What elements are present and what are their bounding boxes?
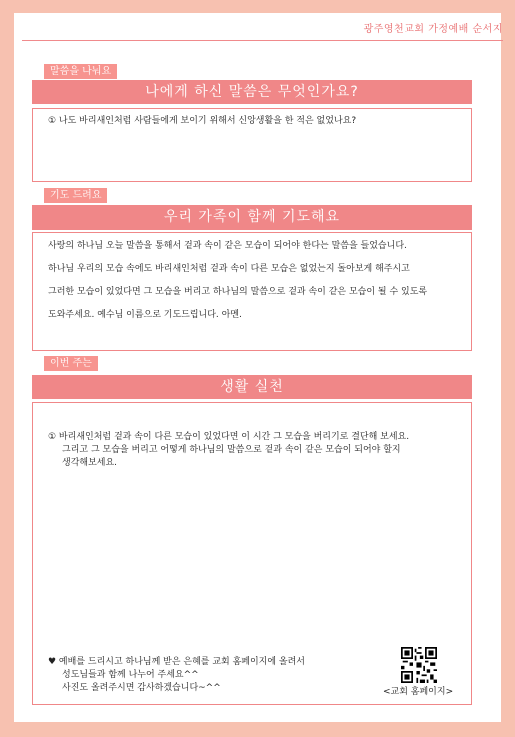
section1-question: ① 나도 바리새인처럼 사람들에게 보이기 위해서 신앙생활을 한 적은 없었나요?	[48, 116, 357, 126]
footer-note-line: 사진도 올려주시면 감사하겠습니다~^^	[62, 683, 221, 693]
prayer-line: 도와주세요. 예수님 이름으로 기도드립니다. 아멘.	[48, 310, 242, 320]
church-title: 광주영천교회 가정예배 순서지	[363, 24, 503, 35]
practice-line: 생각해보세요.	[62, 458, 118, 468]
section3-title: 생활 실천	[32, 375, 472, 399]
prayer-line: 하나님 우리의 모습 속에도 바리새인처럼 겉과 속이 다른 모습은 없었는지 돌아보게 해주시고	[48, 264, 410, 274]
qr-code-icon[interactable]	[401, 647, 437, 683]
footer-note-line: ♥ 예배를 드리시고 하나님께 받은 은혜를 교회 홈페이지에 올려서	[48, 657, 306, 667]
header-divider	[22, 40, 503, 41]
section1-tag: 말씀을 나눠요	[44, 64, 117, 79]
section2-prayer	[48, 235, 427, 327]
section3-tag: 이번 주는	[44, 356, 98, 371]
footer-note-line: 성도님들과 함께 나누어 주세요^^	[62, 670, 199, 680]
section1-title: 나에게 하신 말씀은 무엇인가요?	[32, 80, 472, 104]
section2-title: 우리 가족이 함께 기도해요	[32, 205, 472, 230]
prayer-line: 그러한 모습이 있었다면 그 모습을 버리고 하나님의 말씀으로 겉과 속이 같은 모습이 될 수 있도록	[48, 287, 428, 297]
practice-line: 그리고 그 모습을 버리고 어떻게 하나님의 말씀으로 겉과 속이 같은 모습이 되어야 할지	[62, 445, 401, 455]
section2-tag: 기도 드려요	[44, 188, 107, 203]
practice-line: ① 바리새인처럼 겉과 속이 다른 모습이 있었다면 이 시간 그 모습을 버리기로 결단해 보세요.	[48, 432, 410, 442]
prayer-line: 사랑의 하나님 오늘 말씀을 통해서 겉과 속이 같은 모습이 되어야 한다는 말씀을 들었습니다.	[48, 241, 407, 251]
qr-caption: <교회 홈페이지>	[383, 687, 454, 697]
